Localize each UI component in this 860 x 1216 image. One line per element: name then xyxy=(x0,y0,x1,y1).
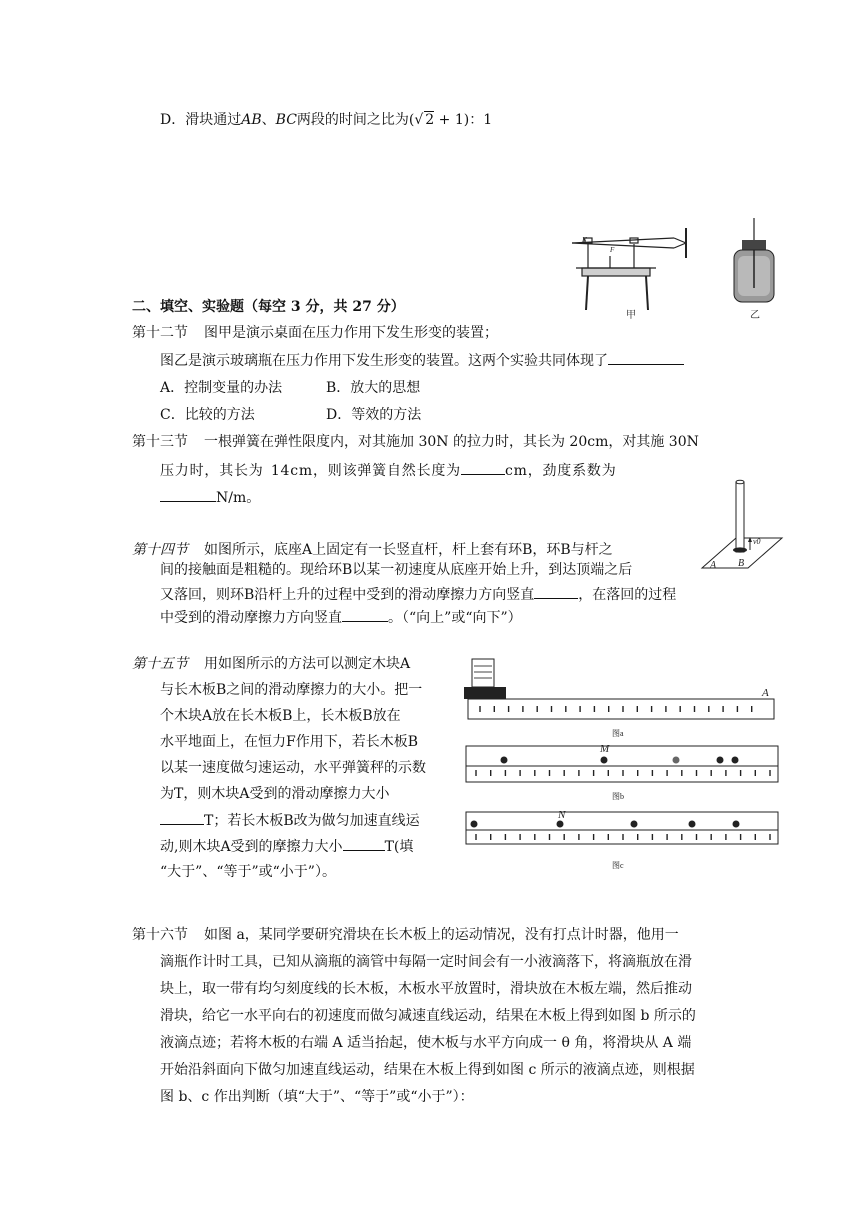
sqrt-radicand: 2 xyxy=(425,112,435,128)
drip-dot xyxy=(631,821,638,828)
q13-line1 xyxy=(132,432,699,452)
q15-line1 xyxy=(132,654,410,674)
q16-line2: 滴瓶作计时工具，已知从滴瓶的滴管中每隔一定时间会有一小液滴落下，将滴瓶放在滑 xyxy=(160,954,692,970)
table-apparatus-diagram xyxy=(572,228,686,310)
ring-label-b: B xyxy=(738,558,745,569)
q14-down-direction-blank[interactable] xyxy=(342,607,388,622)
force-label-f: F xyxy=(610,246,615,254)
board-b xyxy=(466,743,778,801)
q14-line1 xyxy=(132,540,613,560)
q13-length-blank[interactable] xyxy=(461,460,505,475)
q14-text-4a: 中受到的滑动摩擦力方向竖直 xyxy=(160,610,342,626)
q14-text-3b: ，在落回的过程 xyxy=(578,587,677,603)
drip-dot xyxy=(673,757,680,764)
q14-text-3a: 又落回，则环B沿杆上升的过程中受到的滑动摩擦力方向竖直 xyxy=(160,587,535,603)
glass-bottle-diagram xyxy=(734,218,774,302)
q15-line4: 水平地面上，在恒力F作用下，若长木板B xyxy=(160,734,419,750)
q13-label: 第十三节 xyxy=(132,434,188,450)
option-d-mid: 两段的时间之比为( xyxy=(296,112,415,128)
segment-bc: BC xyxy=(275,112,297,128)
q16-line4: 滑块，给它一水平向右的初速度而做匀减速直线运动，结果在木板上得到如图 b 所示的 xyxy=(160,1008,696,1024)
q15-line5: 以某一速度做匀速运动，水平弹簧秤的示数 xyxy=(160,760,426,776)
option-d-suffix: + 1)：1 xyxy=(434,112,493,128)
sqrt-sign: √ xyxy=(414,112,424,128)
q15-line3: 个木块A放在长木板B上，长木板B放在 xyxy=(160,708,401,724)
q13-line2 xyxy=(160,460,617,481)
drip-dot xyxy=(732,757,739,764)
q12-option-b: B．放大的思想 xyxy=(326,380,421,396)
base-label-a: A xyxy=(710,560,717,571)
board-c xyxy=(466,809,778,870)
figure-b-caption: 图b xyxy=(612,792,624,801)
drip-dot xyxy=(557,821,564,828)
q12-text-2: 图乙是演示玻璃瓶在压力作用下发生形变的装置。这两个实验共同体现了 xyxy=(160,353,608,369)
drip-dot xyxy=(601,757,608,764)
q14-line3 xyxy=(160,584,676,605)
q14-text-1: 如图所示，底座A上固定有一长竖直杆，杆上套有环B，环B与杆之 xyxy=(204,542,613,558)
segment-ab: AB xyxy=(241,112,262,128)
q13-text-2a: 压力时，其长为 14cm，则该弹簧自然长度为 xyxy=(160,463,461,479)
q12-option-a: A．控制变量的办法 xyxy=(160,380,283,396)
q13-text-1: 一根弹簧在弹性限度内，对其施加 30N 的拉力时，其长为 20cm，对其施 30N xyxy=(204,434,699,450)
q13-text-3: N/m。 xyxy=(216,490,261,506)
q16-line1 xyxy=(132,925,679,945)
q16-line6: 开始沿斜面向下做匀加速直线运动，结果在木板上得到如图 c 所示的液滴点迹，则根据 xyxy=(160,1062,695,1078)
mirror-label-n: N xyxy=(582,236,587,244)
q12-text-1: 图甲是演示桌面在压力作用下发生形变的装置； xyxy=(204,325,498,341)
drip-dot xyxy=(733,821,740,828)
deformation-apparatus-figure xyxy=(566,218,786,320)
section-heading: 二、填空、实验题（每空 3 分，共 27 分） xyxy=(132,299,405,315)
drip-dot xyxy=(689,821,696,828)
q13-text-2b: cm，劲度系数为 xyxy=(504,463,617,479)
q13-stiffness-blank[interactable] xyxy=(160,487,216,502)
rod-and-ring-figure xyxy=(698,478,786,576)
drip-dot xyxy=(471,821,478,828)
option-d-sep: 、 xyxy=(261,112,276,128)
q12-option-d: D．等效的方法 xyxy=(326,407,422,423)
q15-line6: 为T，则木块A受到的滑动摩擦力大小 xyxy=(160,786,390,802)
dropper-bottle xyxy=(464,659,506,699)
q13-line3 xyxy=(160,487,260,508)
vertical-rod xyxy=(736,480,744,552)
figure-c-caption: 图c xyxy=(612,861,624,870)
drip-dot xyxy=(717,757,724,764)
q15-text-7b: T；若长木板B改为做匀加速直线运 xyxy=(204,813,420,829)
q16-line3: 块上，取一带有均匀刻度线的长木板，木板水平放置时，滑块放在木板左端，然后推动 xyxy=(160,981,692,997)
option-d xyxy=(160,110,492,130)
q12-answer-blank[interactable] xyxy=(608,350,684,365)
q15-label: 第十五节 xyxy=(132,656,188,672)
drip-trace-figures xyxy=(460,656,786,872)
q15-uniform-blank[interactable] xyxy=(160,810,204,825)
board-a xyxy=(468,687,774,738)
board-b-ticks xyxy=(476,770,770,776)
board-c-ticks xyxy=(476,834,770,840)
figure-a-caption: 图a xyxy=(612,729,624,738)
q15-line9: “大于”、“等于”或“小于”）。 xyxy=(160,864,336,880)
q16-text-1: 如图 a，某同学要研究滑块在长木板上的运动情况，没有打点计时器，他用一 xyxy=(204,927,679,943)
q16-line7: 图 b、c 作出判断（填“大于”、“等于”或“小于”）： xyxy=(160,1089,474,1105)
q15-line2: 与长木板B之间的滑动摩擦力的大小。把一 xyxy=(160,682,423,698)
ring-b xyxy=(733,547,747,552)
q14-text-4b: 。（“向上”或“向下”） xyxy=(388,610,522,626)
q12-line1 xyxy=(132,323,498,343)
option-d-prefix: D．滑块通过 xyxy=(160,112,242,128)
figure-yi-caption: 乙 xyxy=(750,310,760,320)
q12-option-c: C．比较的方法 xyxy=(160,407,255,423)
q15-accelerating-blank[interactable] xyxy=(343,836,385,851)
q15-text-1: 用如图所示的方法可以测定木块A xyxy=(204,656,411,672)
q15-text-8b: T(填 xyxy=(384,839,414,855)
q12-label: 第十二节 xyxy=(132,325,188,341)
q14-up-direction-blank[interactable] xyxy=(534,584,578,599)
board-a-end-label: A xyxy=(762,687,769,699)
q14-label: 第十四节 xyxy=(132,542,188,558)
velocity-label: v0 xyxy=(753,537,761,546)
q12-line2 xyxy=(160,350,684,371)
board-c-mark-n: N xyxy=(558,809,566,821)
drip-dot xyxy=(501,757,508,764)
q15-line7 xyxy=(160,810,420,831)
q14-line4 xyxy=(160,607,522,628)
q15-text-8a: 动,则木块A受到的摩擦力大小 xyxy=(160,839,343,855)
q14-line2: 间的接触面是粗糙的。现给环B以某一初速度从底座开始上升，到达顶端之后 xyxy=(160,562,633,578)
q16-line5: 液滴点迹；若将木板的右端 A 适当抬起，使木板与水平方向成一 θ 角，将滑块从 A 端 xyxy=(160,1035,692,1051)
q15-line8 xyxy=(160,836,413,857)
board-b-mark-m: M xyxy=(600,743,610,755)
q16-label: 第十六节 xyxy=(132,927,188,943)
figure-jia-caption: 甲 xyxy=(626,310,636,320)
